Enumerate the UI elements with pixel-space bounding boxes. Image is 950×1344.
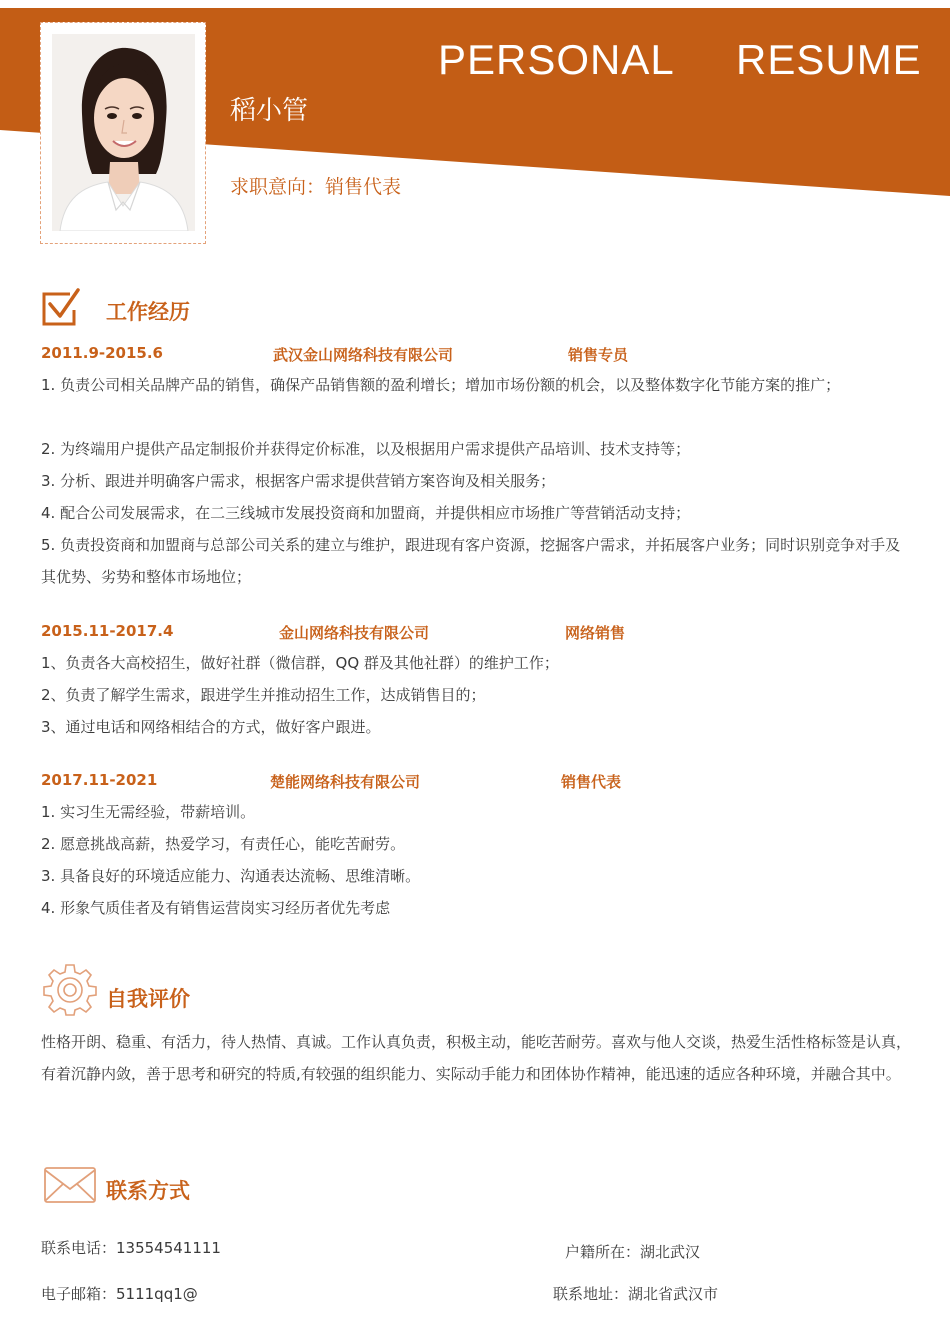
self-eval-section-title: 自我评价 xyxy=(106,987,190,1011)
job-duty-line: 1、负责各大高校招生，做好社群（微信群，QQ 群及其他社群）的维护工作； xyxy=(41,654,559,672)
self-eval-text: 性格开朗、稳重、有活力，待人热情、真诚。工作认真负责，积极主动，能吃苦耐劳。喜欢与他人交谈，热爱生活性格标签是认真，有着沉静内敛，善于思考和研究的特质,有较强的组织能力、实际动手能力和团体协作精神，能迅速的适应各种环境，并融合其中。 xyxy=(41,1033,912,1083)
contact-hometown: 户籍所在：湖北武汉 xyxy=(565,1243,701,1261)
gear-icon xyxy=(42,961,98,1017)
contact-email: 电子邮箱：5111qq1@ xyxy=(41,1285,198,1303)
contact-phone: 联系电话：13554541111 xyxy=(41,1239,221,1257)
photo-frame xyxy=(40,22,206,244)
envelope-icon xyxy=(43,1165,97,1205)
job-company: 金山网络科技有限公司 xyxy=(279,624,430,642)
job-duty-line: 1. 负责公司相关品牌产品的销售，确保产品销售额的盈利增长；增加市场份额的机会，以及整体数字化节能方案的推广； xyxy=(41,376,841,394)
job-header xyxy=(41,622,661,644)
job-duty-line: 5. 负责投资商和加盟商与总部公司关系的建立与维护，跟进现有客户资源，挖掘客户需求，并拓展客户业务；同时识别竞争对手及其优势、劣势和整体市场地位； xyxy=(41,536,901,586)
job-duty-line: 2. 为终端用户提供产品定制报价并获得定价标准，以及根据用户需求提供产品培训、技术支持等； xyxy=(41,440,691,458)
job-position: 销售专员 xyxy=(568,346,629,364)
job-duty-line: 4. 配合公司发展需求，在二三线城市发展投资商和加盟商，并提供相应市场推广等营销活动支持； xyxy=(41,504,691,522)
job-header xyxy=(41,344,661,366)
job-position: 销售代表 xyxy=(561,773,622,791)
contact-section-title: 联系方式 xyxy=(106,1179,190,1203)
job-duty-line: 3. 具备良好的环境适应能力、沟通表达流畅、思维清晰。 xyxy=(41,867,421,885)
checkbox-icon xyxy=(40,286,82,328)
job-position: 网络销售 xyxy=(565,624,626,642)
contact-address: 联系地址：湖北省武汉市 xyxy=(553,1285,719,1303)
resume-title-personal: PERSONAL xyxy=(438,36,675,83)
job-duty-line: 2. 愿意挑战高薪，热爱学习，有责任心，能吃苦耐劳。 xyxy=(41,835,406,853)
resume-title-resume: RESUME xyxy=(736,36,922,83)
job-company: 武汉金山网络科技有限公司 xyxy=(273,346,454,364)
job-intent: 求职意向：销售代表 xyxy=(230,176,402,198)
job-header xyxy=(41,771,661,793)
job-duty-line: 2、负责了解学生需求，跟进学生并推动招生工作，达成销售目的； xyxy=(41,686,486,704)
job-duty-line: 4. 形象气质佳者及有销售运营岗实习经历者优先考虑 xyxy=(41,899,391,917)
job-period: 2017.11-2021 xyxy=(41,771,158,789)
job-duty-line: 3、通过电话和网络相结合的方式，做好客户跟进。 xyxy=(41,718,381,736)
profile-photo xyxy=(52,34,195,231)
job-company: 楚能网络科技有限公司 xyxy=(270,773,421,791)
job-period: 2015.11-2017.4 xyxy=(41,622,174,640)
candidate-name: 稻小管 xyxy=(230,96,309,126)
work-section-title: 工作经历 xyxy=(106,300,190,324)
job-duty-line: 3. 分析、跟进并明确客户需求，根据客户需求提供营销方案咨询及相关服务； xyxy=(41,472,556,490)
job-duty-line: 1. 实习生无需经验，带薪培训。 xyxy=(41,803,256,821)
job-period: 2011.9-2015.6 xyxy=(41,344,163,362)
